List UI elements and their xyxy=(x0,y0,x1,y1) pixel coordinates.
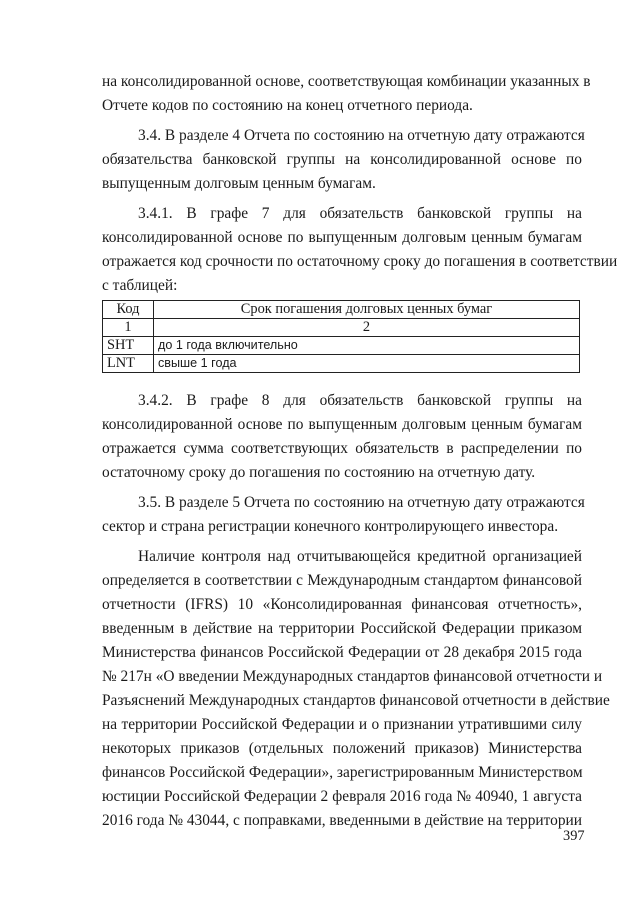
table-cell-code: SHT xyxy=(103,337,154,355)
text-line: Отчете кодов по состоянию на конец отчетного периода. xyxy=(102,97,473,114)
text-line: 2016 года № 43044, с поправками, введенными в действие на территории xyxy=(102,812,583,829)
text-line: отражается код срочности по остаточному сроку до погашения в соответствии xyxy=(102,253,618,270)
text-line: обязательства банковской группы на консолидированной основе по xyxy=(102,151,582,168)
table-number-row xyxy=(103,319,580,337)
text-line: Наличие контроля над отчитывающейся кредитной организацией xyxy=(138,548,582,565)
text-line: отражается сумма соответствующих обязательств в распределении по xyxy=(102,440,582,457)
text-line: выпущенным долговым ценным бумагам. xyxy=(102,175,376,192)
text-line: на территории Российской Федерации и о признании утратившими силу xyxy=(102,716,582,733)
text-line: консолидированной основе по выпущенным долговым ценным бумагам xyxy=(102,229,582,246)
text-line: сектор и страна регистрации конечного контролирующего инвестора. xyxy=(102,518,559,535)
text-line: остаточному сроку до погашения по состоянию на отчетную дату. xyxy=(102,464,536,481)
text-line: финансов Российской Федерации», зарегистрированным Министерством xyxy=(102,764,583,781)
text-line: 3.4.2. В графе 8 для обязательств банковской группы на xyxy=(138,392,582,409)
text-line: на консолидированной основе, соответствующая комбинации указанных в xyxy=(102,73,591,90)
table-row xyxy=(103,337,580,355)
text-line: консолидированной основе по выпущенным долговым ценным бумагам xyxy=(102,416,582,433)
table-cell-term: свыше 1 года xyxy=(154,355,580,373)
page-number: 397 xyxy=(563,828,585,844)
text-line: 3.4. В разделе 4 Отчета по состоянию на отчетную дату отражаются xyxy=(138,127,585,144)
text-line: отчетности (IFRS) 10 «Консолидированная финансовая отчетность», xyxy=(102,596,582,613)
text-line: 3.4.1. В графе 7 для обязательств банковской группы на xyxy=(138,205,582,222)
text-line: с таблицей: xyxy=(102,277,178,294)
table-header-cell: Код xyxy=(103,301,154,319)
table-header-cell: Срок погашения долговых ценных бумаг xyxy=(154,301,580,319)
table-cell-term: до 1 года включительно xyxy=(154,337,580,355)
maturity-codes-table xyxy=(102,300,580,373)
text-line: № 217н «О введении Международных стандартов финансовой отчетности и xyxy=(102,668,603,685)
text-line: некоторых приказов (отдельных положений приказов) Министерства xyxy=(102,740,582,757)
table-number-cell: 1 xyxy=(103,319,154,337)
document-page xyxy=(102,70,618,833)
text-line: Разъяснений Международных стандартов финансовой отчетности в действие xyxy=(102,692,610,709)
table-cell-code: LNT xyxy=(103,355,154,373)
table-header-row xyxy=(103,301,580,319)
text-line: Министерства финансов Российской Федерации от 28 декабря 2015 года xyxy=(102,644,582,661)
text-line: 3.5. В разделе 5 Отчета по состоянию на отчетную дату отражаются xyxy=(138,494,585,511)
table-number-cell: 2 xyxy=(154,319,580,337)
text-line: юстиции Российской Федерации 2 февраля 2016 года № 40940, 1 августа xyxy=(102,788,582,805)
text-line: введенным в действие на территории Российской Федерации приказом xyxy=(102,620,582,637)
table-row xyxy=(103,355,580,373)
text-line: определяется в соответствии с Международным стандартом финансовой xyxy=(102,572,582,589)
